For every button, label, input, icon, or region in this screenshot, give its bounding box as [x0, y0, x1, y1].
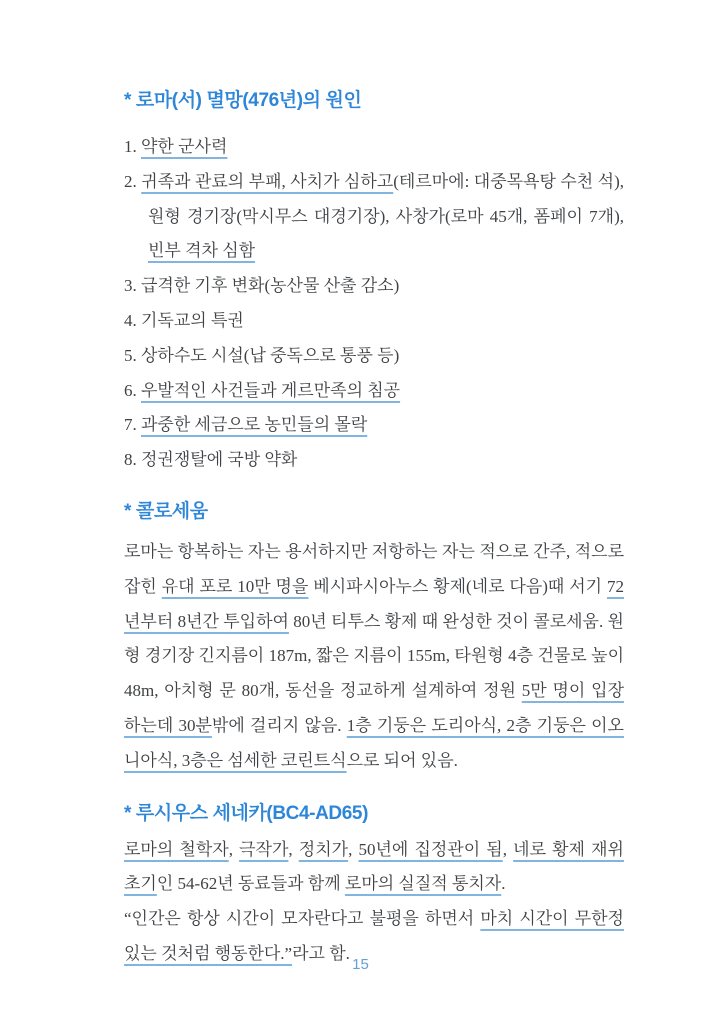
- text-segment: 기독교의 특권: [141, 310, 244, 330]
- underlined-text: 마치 시간이 무한정 있는 것처럼 행동한다.”: [124, 909, 624, 963]
- paragraph: [124, 535, 624, 779]
- list-item-number: 7.: [124, 415, 141, 435]
- text-segment: 급격한 기후 변화(농산물 산출 감소): [141, 276, 400, 296]
- text-segment: ,: [288, 839, 299, 859]
- text-segment: 라고 함.: [292, 943, 350, 963]
- text-segment: 베시파시아누스 황제(네로 다음)때 서기: [308, 576, 607, 596]
- list-item: [124, 443, 624, 478]
- text-segment: 로마는 항복하는 자는 용서하지만 저항하는 자는 적으로 간주, 적으로 잡힌: [124, 541, 624, 596]
- list-item: [124, 374, 624, 409]
- underlined-text: 약한 군사력: [141, 137, 228, 156]
- section-heading: * 로마(서) 멸망(476년)의 원인: [124, 90, 362, 111]
- text-segment: ,: [228, 839, 240, 859]
- underlined-text: 빈부 격차 심함: [148, 241, 256, 261]
- page-number: 15: [352, 956, 369, 973]
- list-item: [124, 339, 624, 374]
- underlined-text: 네로 황제 재위 초기: [124, 839, 624, 894]
- numbered-list: [124, 130, 624, 478]
- list-item-number: 6.: [124, 380, 141, 400]
- underlined-text: 귀족과 관료의 부패, 사치가 심하고: [141, 171, 394, 191]
- underlined-text: 5만 명이 입장하는데 30분: [124, 681, 624, 735]
- underlined-text: 로마의 철학자: [124, 839, 229, 859]
- text-segment: 으로 되어 있음.: [346, 750, 458, 770]
- list-item-number: 5.: [124, 345, 141, 365]
- text-segment: “인간은 항상 시간이 모자란다고 불평을 하면서: [124, 909, 481, 929]
- section-heading: * 루시우스 세네카(BC4-AD65): [124, 802, 368, 824]
- text-segment: 밖에 걸리지 않음.: [211, 715, 347, 735]
- text-segment: 상하수도 시설(납 중독으로 통풍 등): [141, 345, 400, 365]
- list-item: [124, 269, 624, 304]
- list-item: [124, 130, 624, 165]
- list-item: [124, 165, 624, 269]
- list-item-number: 4.: [124, 310, 141, 330]
- section-heading: * 콜로세움: [124, 500, 208, 522]
- document-content: [124, 88, 624, 972]
- text-segment: (테르마에: 대중목욕탕 수천 석), 원형 경기장(막시무스 대경기장), 사창가(로마 45개, 폼페이 7개),: [148, 171, 625, 226]
- underlined-text: 우발적인 사건들과 게르만족의 침공: [141, 380, 401, 400]
- underlined-text: 72년부터 8년간 투입하여: [124, 576, 624, 631]
- text-segment: .: [501, 874, 506, 894]
- underlined-text: 유대 포로 10만 명을: [161, 576, 309, 596]
- text-segment: 인 54-62년 동료들과 함께: [156, 874, 345, 894]
- list-item-number: 2.: [124, 171, 142, 191]
- list-item-number: 3.: [124, 276, 141, 296]
- underlined-text: 극작가: [239, 839, 289, 859]
- underlined-text: 50년에 집정관이 됨: [358, 839, 503, 859]
- text-segment: 정권쟁탈에 국방 약화: [141, 450, 298, 470]
- text-segment: 80년 티투스 황제 때 완성한 것이 콜로세움. 원형 경기장 긴지름이 187m, 짧은 지름이 155m, 타원형 4층 건물로 높이 48m, 아치형 문 80개, 동선을 정교하게 설계하여 정원: [124, 611, 624, 701]
- list-item: [124, 408, 624, 443]
- list-item-number: 8.: [124, 450, 141, 470]
- text-segment: ,: [502, 839, 514, 859]
- text-segment: ,: [348, 839, 359, 859]
- underlined-text: 1층 기둥은 도리아식, 2층 기둥은 이오니아식, 3층은 섬세한 코린트식: [124, 715, 624, 770]
- paragraph: [124, 833, 624, 903]
- underlined-text: 과중한 세금으로 농민들의 몰락: [141, 415, 368, 435]
- underlined-text: 로마의 실질적 통치자: [344, 874, 502, 894]
- list-item: [124, 304, 624, 339]
- underlined-text: 정치가: [298, 839, 349, 859]
- list-item-number: 1.: [124, 137, 141, 156]
